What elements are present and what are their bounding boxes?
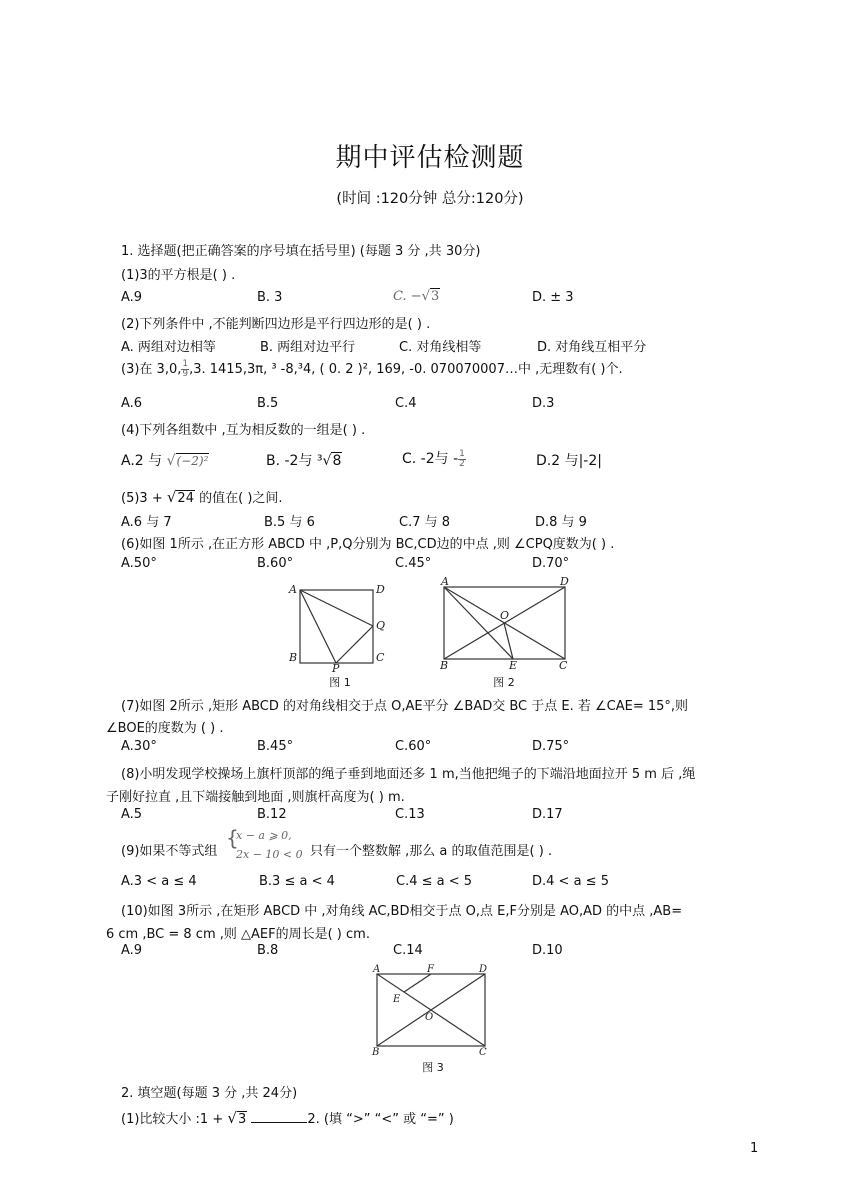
s2-q1-post: 2. (填 “>” “<” 或 “=” ) bbox=[307, 1112, 454, 1127]
q3-fraction-den: 9 bbox=[182, 369, 189, 379]
q3-stem-rest: ,3. 1415,3π, ³ -8,³4, ( 0. 2 )², 169, -0. 070070007…中 ,无理数有( )个. bbox=[189, 362, 623, 377]
q6-option-b: B.60° bbox=[257, 556, 294, 571]
s2-q1-radicand: 3 bbox=[237, 1112, 247, 1127]
q7-option-d: D.75° bbox=[532, 739, 570, 754]
fig3-label-b: B bbox=[372, 1047, 380, 1057]
q4-option-c-den: 2 bbox=[459, 458, 465, 469]
q4-option-a-radicand: (−2)² bbox=[176, 454, 209, 468]
q3-stem bbox=[121, 358, 623, 379]
q9-option-b: B.3 ≤ a < 4 bbox=[259, 874, 335, 889]
fig2-label-e: E bbox=[509, 659, 518, 670]
s2-q1-pre: (1)比较大小 :1 + bbox=[121, 1112, 224, 1127]
q4-option-b-label: B. -2与 ³ bbox=[266, 453, 323, 469]
fig3-label-f: F bbox=[427, 964, 434, 975]
q2-stem: (2)下列条件中 ,不能判断四边形是平行四边形的是( ) . bbox=[121, 317, 431, 332]
q4-option-b-radicand: 8 bbox=[332, 453, 342, 469]
fig3-label-c: C bbox=[479, 1047, 487, 1057]
q10-line2: 6 cm ,BC = 8 cm ,则 △AEF的周长是( ) cm. bbox=[106, 927, 370, 942]
q3-fraction-num: 1 bbox=[182, 359, 189, 369]
q1-option-c-radicand: 3 bbox=[430, 289, 440, 304]
q4-option-c bbox=[402, 448, 466, 469]
q3-option-c: C.4 bbox=[395, 396, 417, 411]
q3-fraction bbox=[181, 360, 189, 379]
q5-option-a: A.6 与 7 bbox=[121, 515, 172, 530]
q6-option-c: C.45° bbox=[395, 556, 432, 571]
q5-option-c: C.7 与 8 bbox=[399, 515, 451, 530]
fig3-label-a: A bbox=[373, 964, 381, 975]
q6-stem: (6)如图 1所示 ,在正方形 ABCD 中 ,P,Q分别为 BC,CD边的中点 ,则 ∠CPQ度数为( ) . bbox=[121, 537, 615, 552]
q8-option-b: B.12 bbox=[257, 807, 287, 822]
page-number: 1 bbox=[750, 1141, 759, 1156]
q5-option-d: D.8 与 9 bbox=[535, 515, 587, 530]
section2-heading: 2. 填空题(每题 3 分 ,共 24分) bbox=[121, 1086, 298, 1101]
q10-option-c: C.14 bbox=[393, 943, 423, 958]
q6-option-d: D.70° bbox=[532, 556, 570, 571]
q10-option-a: A.9 bbox=[121, 943, 143, 958]
fig3-label-e: E bbox=[393, 994, 401, 1005]
fig2-label-c: C bbox=[559, 659, 568, 670]
q10-line1: (10)如图 3所示 ,在矩形 ABCD 中 ,对角线 AC,BD相交于点 O,点 E,F分别是 AO,AD 的中点 ,AB= bbox=[121, 904, 683, 919]
q8-option-c: C.13 bbox=[395, 807, 425, 822]
q7-option-b: B.45° bbox=[257, 739, 294, 754]
q9-inequality-1: x − a ⩾ 0, bbox=[236, 829, 292, 842]
fig2-label-o: O bbox=[500, 609, 510, 622]
q7-line1: (7)如图 2所示 ,矩形 ABCD 的对角线相交于点 O,AE平分 ∠BAD交 BC 于点 E. 若 ∠CAE= 15°,则 bbox=[121, 699, 689, 714]
q1-option-d: D. ± 3 bbox=[532, 290, 574, 305]
q2-option-d: D. 对角线互相平分 bbox=[537, 340, 647, 355]
q4-stem: (4)下列各组数中 ,互为相反数的一组是( ) . bbox=[121, 423, 366, 438]
q2-option-b: B. 两组对边平行 bbox=[260, 340, 356, 355]
fig2-label-b: B bbox=[440, 659, 449, 670]
figure-2 bbox=[436, 575, 574, 670]
q6-option-a: A.50° bbox=[121, 556, 157, 571]
q1-option-a: A.9 bbox=[121, 290, 143, 305]
q9-option-c: C.4 ≤ a < 5 bbox=[396, 874, 473, 889]
brace-icon: { bbox=[226, 826, 239, 850]
q3-option-a: A.6 bbox=[121, 396, 143, 411]
sqrt-icon: √ bbox=[421, 289, 430, 304]
q5-stem-pre: (5)3 + bbox=[121, 491, 163, 506]
sqrt-icon: √ bbox=[166, 488, 177, 506]
fig3-label-d: D bbox=[479, 964, 488, 975]
page-subtitle: (时间 :120分钟 总分:120分) bbox=[336, 191, 524, 207]
figure-3 bbox=[367, 962, 492, 1057]
q5-stem bbox=[121, 487, 283, 506]
q8-line2: 子刚好拉直 ,且下端接触到地面 ,则旗杆高度为( ) m. bbox=[106, 790, 405, 805]
q2-option-c: C. 对角线相等 bbox=[399, 340, 482, 355]
s2-q1 bbox=[121, 1108, 454, 1127]
q2-option-a: A. 两组对边相等 bbox=[121, 340, 216, 355]
fig1-label-a: A bbox=[289, 583, 297, 596]
q3-stem-pre: (3)在 3,0, bbox=[121, 362, 182, 377]
q7-line2: ∠BOE的度数为 ( ) . bbox=[106, 721, 224, 736]
fig2-label-a: A bbox=[441, 575, 449, 588]
fig1-label-q: Q bbox=[376, 619, 386, 632]
q4-option-b bbox=[266, 450, 342, 470]
q4-option-a bbox=[121, 450, 209, 470]
fig2-caption: 图 2 bbox=[493, 676, 515, 689]
answer-blank[interactable] bbox=[251, 1110, 307, 1123]
q3-option-b: B.5 bbox=[257, 396, 279, 411]
sqrt-icon: √ bbox=[166, 453, 176, 469]
page-title: 期中评估检测题 bbox=[335, 143, 525, 173]
fig2-label-d: D bbox=[560, 575, 569, 588]
q1-option-b: B. 3 bbox=[257, 290, 283, 305]
q7-option-c: C.60° bbox=[395, 739, 432, 754]
q9-inequality-2: 2x − 10 < 0 bbox=[236, 848, 303, 861]
q1-stem: (1)3的平方根是( ) . bbox=[121, 268, 236, 283]
q9-option-d: D.4 < a ≤ 5 bbox=[532, 874, 609, 889]
q1-option-c-label: C. − bbox=[393, 289, 422, 304]
q4-option-a-label: A.2 与 bbox=[121, 453, 163, 469]
q4-option-c-num: 1 bbox=[459, 448, 465, 459]
fig1-label-p: P bbox=[332, 662, 340, 672]
cube-root-icon: √ bbox=[322, 453, 332, 469]
q1-option-c bbox=[393, 289, 440, 304]
q5-radicand: 24 bbox=[177, 491, 194, 506]
q3-option-d: D.3 bbox=[532, 396, 555, 411]
fig1-label-b: B bbox=[289, 651, 298, 664]
q4-option-c-label: C. -2与 - bbox=[402, 451, 459, 467]
q10-option-b: B.8 bbox=[257, 943, 279, 958]
q4-option-c-fraction bbox=[458, 450, 466, 469]
q8-option-d: D.17 bbox=[532, 807, 563, 822]
figure-1 bbox=[285, 577, 390, 672]
q4-option-d: D.2 与|-2| bbox=[536, 453, 602, 469]
q7-option-a: A.30° bbox=[121, 739, 157, 754]
fig3-label-o: O bbox=[425, 1012, 434, 1023]
q8-line1: (8)小明发现学校操场上旗杆顶部的绳子垂到地面还多 1 m,当他把绳子的下端沿地面拉开 5 m 后 ,绳 bbox=[121, 767, 696, 782]
fig1-label-c: C bbox=[376, 651, 385, 664]
q5-stem-post: 的值在( )之间. bbox=[199, 491, 283, 506]
q8-option-a: A.5 bbox=[121, 807, 143, 822]
q5-option-b: B.5 与 6 bbox=[264, 515, 315, 530]
fig1-caption: 图 1 bbox=[329, 676, 351, 689]
sqrt-icon: √ bbox=[227, 1109, 237, 1127]
q9-post: 只有一个整数解 ,那么 a 的取值范围是( ) . bbox=[310, 844, 553, 859]
q9-pre: (9)如果不等式组 bbox=[121, 844, 218, 859]
q10-option-d: D.10 bbox=[532, 943, 563, 958]
fig3-caption: 图 3 bbox=[422, 1061, 444, 1074]
section1-heading: 1. 选择题(把正确答案的序号填在括号里) (每题 3 分 ,共 30分) bbox=[121, 244, 481, 259]
q9-option-a: A.3 < a ≤ 4 bbox=[121, 874, 197, 889]
fig1-label-d: D bbox=[376, 583, 385, 596]
